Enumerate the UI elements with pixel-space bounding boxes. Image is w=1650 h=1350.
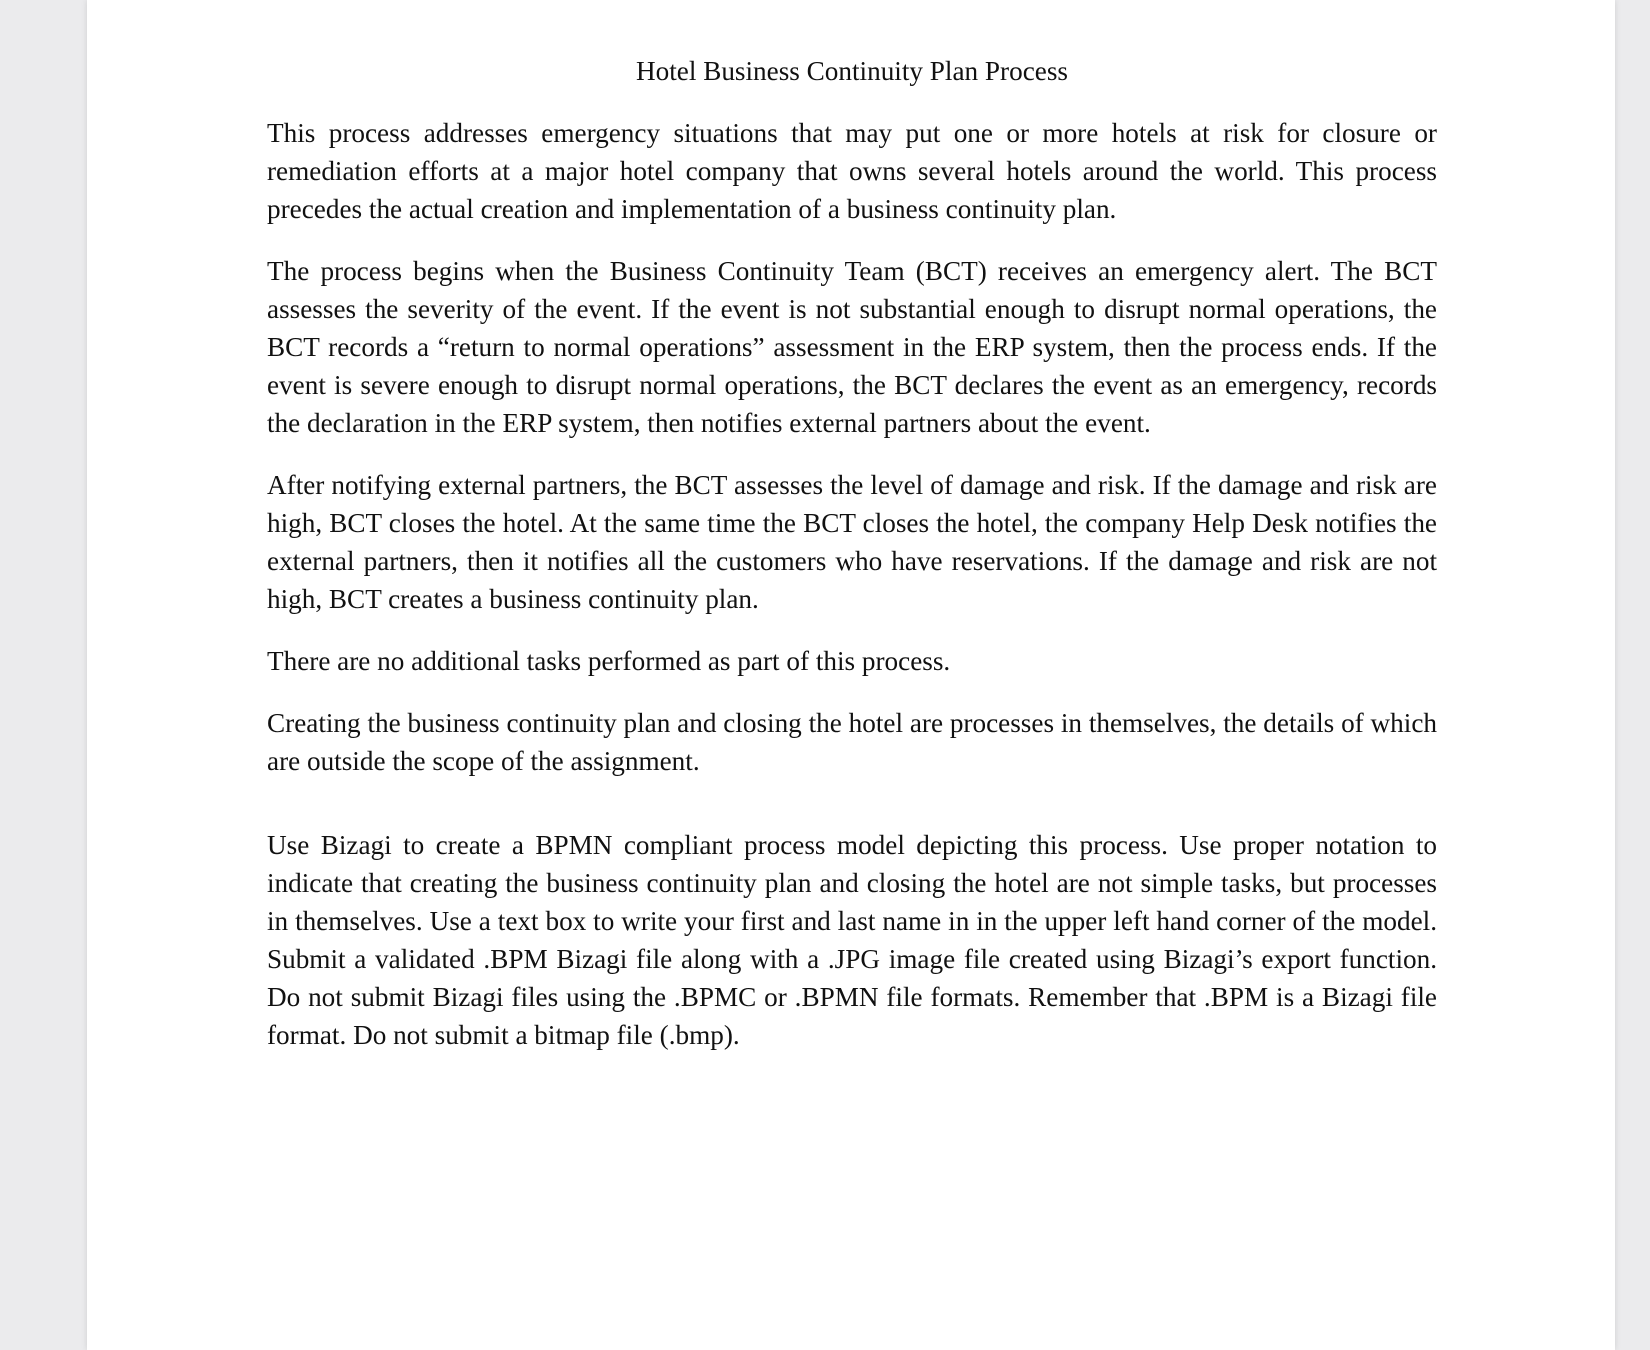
paragraph-intro: This process addresses emergency situations that may put one or more hotels at risk for closure or remediation efforts at a major hotel company that owns several hotels around the world. This process precedes the actual creation and implementation of a business continuity plan. [267,118,1437,224]
paragraph-damage-assessment: After notifying external partners, the BCT assesses the level of damage and risk. If the damage and risk are high, BCT closes the hotel. At the same time the BCT closes the hotel, the company Help Desk notifies the external partners, then it notifies all the customers who have reservations. If the damage and risk are not high, BCT creates a business continuity plan. [267,470,1437,614]
paragraph-no-additional-tasks: There are no additional tasks performed as part of this process. [267,646,951,676]
document-page [87,0,1615,1350]
page-content [267,52,1437,1078]
paragraph-subprocesses: Creating the business continuity plan and closing the hotel are processes in themselves, the details of which are outside the scope of the assignment. [267,708,1437,776]
document-title: Hotel Business Continuity Plan Process [636,56,1068,86]
paragraph-process-begin: The process begins when the Business Continuity Team (BCT) receives an emergency alert. The BCT assesses the severity of the event. If the event is not substantial enough to disrupt normal operations, the BCT records a “return to normal operations” assessment in the ERP system, then the process ends. If the event is severe enough to disrupt normal operations, the BCT declares the event as an emergency, records the declaration in the ERP system, then notifies external partners about the event. [267,256,1437,438]
paragraph-assignment-instructions: Use Bizagi to create a BPMN compliant process model depicting this process. Use proper notation to indicate that creating the business continuity plan and closing the hotel are not simple tasks, but processes in themselves. Use a text box to write your first and last name in in the upper left hand corner of the model. Submit a validated .BPM Bizagi file along with a .JPG image file created using Bizagi’s export function. Do not submit Bizagi files using the .BPMC or .BPMN file formats. Remember that .BPM is a Bizagi file format. Do not submit a bitmap file (.bmp). [267,830,1437,1050]
